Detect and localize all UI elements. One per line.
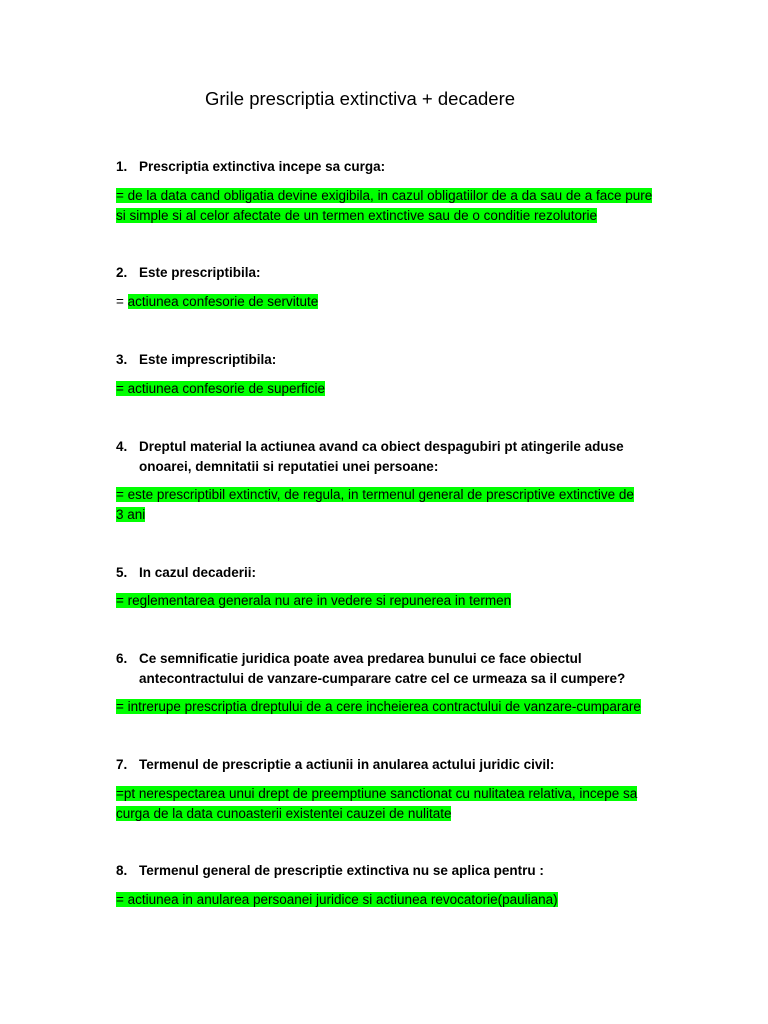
answer-line: = actiunea in anularea persoanei juridice si actiunea revocatorie(pauliana) (116, 892, 558, 907)
question-text: Este prescriptibila: (139, 265, 261, 280)
answer-line: = reglementarea generala nu are in vedere si repunerea in termen (116, 593, 512, 608)
question-number: 3. (116, 352, 128, 367)
question-text: In cazul decaderii: (139, 565, 257, 580)
answer-line: = de la data cand obligatia devine exigibila, in cazul obligatiilor de a da sau de a face pure (116, 188, 653, 203)
question-number: 1. (116, 159, 128, 174)
question-number: 4. (116, 439, 128, 454)
answer-line: = este prescriptibil extinctiv, de regula, in termenul general de prescriptive extinctive de (116, 487, 634, 502)
question-8 (116, 861, 676, 881)
question-3 (116, 350, 676, 370)
answer-7 (116, 784, 686, 824)
question-line: antecontractului de vanzare-cumparare catre cel ce urmeaza sa il cumpere? (139, 671, 626, 686)
answer-line: 3 ani (116, 507, 146, 522)
question-text: Termenul de prescriptie a actiunii in anularea actului juridic civil: (139, 757, 555, 772)
question-1 (116, 157, 676, 177)
page-title: Grile prescriptia extinctiva + decadere (205, 88, 516, 109)
question-text (116, 437, 676, 477)
question-text (116, 649, 676, 689)
question-number: 2. (116, 265, 128, 280)
answer-5 (116, 591, 686, 611)
question-line: onoarei, demnitatii si reputatiei unei persoane: (139, 459, 439, 474)
answer-line: si simple si al celor afectate de un termen extinctive sau de o conditie rezolutorie (116, 208, 597, 223)
answer-8 (116, 890, 686, 910)
answer-line: curga de la data cunoasterii existentei cauzei de nulitate (116, 806, 452, 821)
question-7 (116, 755, 676, 775)
answer-line: = intrerupe prescriptia dreptului de a cere incheierea contractului de vanzare-cumparare (116, 699, 641, 714)
question-2 (116, 263, 676, 283)
answer-line: =pt nerespectarea unui drept de preemptiune sanctionat cu nulitatea relativa, incepe sa (116, 786, 638, 801)
question-text: Este imprescriptibila: (139, 352, 277, 367)
question-5 (116, 563, 676, 583)
question-6 (116, 649, 676, 689)
question-number: 8. (116, 863, 128, 878)
question-line: Ce semnificatie juridica poate avea predarea bunului ce face obiectul (139, 651, 582, 666)
answer-3 (116, 379, 686, 399)
answer-prefix: = (116, 294, 128, 309)
question-text: Prescriptia extinctiva incepe sa curga: (139, 159, 386, 174)
question-number: 6. (116, 651, 128, 666)
question-4 (116, 437, 676, 477)
answer-1 (116, 186, 686, 226)
question-line: Dreptul material la actiunea avand ca obiect despagubiri pt atingerile aduse (139, 439, 624, 454)
answer-line: actiunea confesorie de servitute (127, 294, 319, 309)
answer-4 (116, 485, 686, 525)
answer-2 (116, 292, 686, 312)
question-number: 7. (116, 757, 128, 772)
answer-6 (116, 697, 686, 717)
answer-line: = actiunea confesorie de superficie (116, 381, 326, 396)
question-number: 5. (116, 565, 128, 580)
question-text: Termenul general de prescriptie extinctiva nu se aplica pentru : (139, 863, 544, 878)
